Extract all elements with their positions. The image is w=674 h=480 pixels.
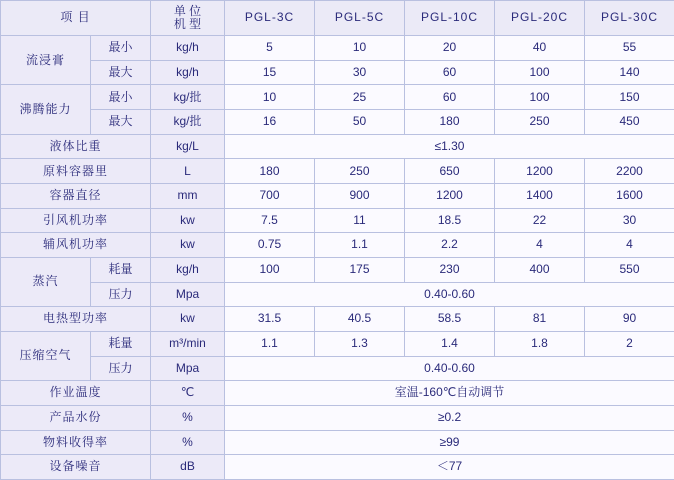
table-row	[1, 356, 674, 381]
row-unit: kw	[151, 307, 225, 332]
table-row	[1, 257, 674, 282]
table-row	[1, 109, 674, 134]
cell-value: 0.75	[225, 233, 315, 258]
table-row	[1, 233, 674, 258]
header-model-pgl-10c: PGL-10C	[405, 1, 495, 36]
header-model-pgl-30c: PGL-30C	[585, 1, 674, 36]
row-sub-max: 最大	[91, 60, 151, 85]
row-unit: %	[151, 430, 225, 455]
cell-value: 58.5	[405, 307, 495, 332]
cell-value: 900	[315, 183, 405, 208]
cell-value: 4	[585, 233, 674, 258]
cell-value: 450	[585, 109, 674, 134]
table-row	[1, 307, 674, 332]
header-model-pgl-5c: PGL-5C	[315, 1, 405, 36]
header-item: 项 目	[1, 1, 151, 36]
cell-value: 1.1	[315, 233, 405, 258]
row-sub-consumption: 耗量	[91, 331, 151, 356]
cell-value: 1200	[405, 183, 495, 208]
row-unit: kg/h	[151, 257, 225, 282]
row-label-yinfengjigonglv: 引风机功率	[1, 208, 151, 233]
cell-value: 230	[405, 257, 495, 282]
row-unit: m³/min	[151, 331, 225, 356]
cell-value: 90	[585, 307, 674, 332]
cell-value: 20	[405, 36, 495, 61]
row-unit: kg/h	[151, 60, 225, 85]
cell-value: 30	[585, 208, 674, 233]
row-label-zuoyewendu: 作业温度	[1, 381, 151, 406]
cell-value: 1.4	[405, 331, 495, 356]
cell-value: 1.1	[225, 331, 315, 356]
cell-value: 11	[315, 208, 405, 233]
cell-value: 100	[495, 85, 585, 110]
cell-value: 150	[585, 85, 674, 110]
row-label-wuliaoshoudelv: 物料收得率	[1, 430, 151, 455]
header-model-pgl-20c: PGL-20C	[495, 1, 585, 36]
row-label-dianrexinggonglv: 电热型功率	[1, 307, 151, 332]
cell-value: 5	[225, 36, 315, 61]
row-label-feitengnengli: 沸腾能力	[1, 85, 91, 134]
row-unit: Mpa	[151, 356, 225, 381]
table-header-row	[1, 1, 674, 36]
cell-value-merged: ≥0.2	[225, 405, 674, 430]
cell-value: 15	[225, 60, 315, 85]
row-label-zhengqi: 蒸汽	[1, 257, 91, 306]
cell-value: 1200	[495, 159, 585, 184]
table-row	[1, 331, 674, 356]
row-unit: kw	[151, 208, 225, 233]
row-unit: kg/批	[151, 109, 225, 134]
cell-value-merged: 0.40-0.60	[225, 282, 674, 307]
row-label-yuanliaorongqili: 原料容器里	[1, 159, 151, 184]
cell-value: 30	[315, 60, 405, 85]
header-model-pgl-3c: PGL-3C	[225, 1, 315, 36]
header-unit-label: 单 位	[173, 3, 202, 18]
row-sub-min: 最小	[91, 85, 151, 110]
cell-value: 2200	[585, 159, 674, 184]
cell-value: 2	[585, 331, 674, 356]
table-row	[1, 183, 674, 208]
row-unit: dB	[151, 455, 225, 480]
row-unit: L	[151, 159, 225, 184]
row-unit: %	[151, 405, 225, 430]
table-row	[1, 282, 674, 307]
row-label-rongqizhijing: 容器直径	[1, 183, 151, 208]
cell-value: 400	[495, 257, 585, 282]
cell-value: 31.5	[225, 307, 315, 332]
cell-value: 180	[225, 159, 315, 184]
header-model-label: 机 型	[173, 17, 202, 31]
cell-value: 4	[495, 233, 585, 258]
row-sub-pressure: 压力	[91, 356, 151, 381]
table-row	[1, 134, 674, 159]
header-unit-model	[151, 1, 225, 36]
row-unit: kg/批	[151, 85, 225, 110]
table-row	[1, 60, 674, 85]
cell-value-merged: 室温-160℃自动调节	[225, 381, 674, 406]
cell-value: 7.5	[225, 208, 315, 233]
row-label-shebeizaoyin: 设备噪音	[1, 455, 151, 480]
row-sub-max: 最大	[91, 109, 151, 134]
cell-value: 25	[315, 85, 405, 110]
cell-value: 1.3	[315, 331, 405, 356]
table-row	[1, 430, 674, 455]
row-sub-pressure: 压力	[91, 282, 151, 307]
cell-value-merged: ≤1.30	[225, 134, 674, 159]
row-unit: kg/L	[151, 134, 225, 159]
cell-value: 180	[405, 109, 495, 134]
cell-value: 40.5	[315, 307, 405, 332]
table-row	[1, 455, 674, 480]
cell-value: 10	[225, 85, 315, 110]
cell-value: 1400	[495, 183, 585, 208]
cell-value: 140	[585, 60, 674, 85]
cell-value: 250	[315, 159, 405, 184]
table-row	[1, 381, 674, 406]
cell-value: 50	[315, 109, 405, 134]
cell-value: 40	[495, 36, 585, 61]
table-row	[1, 159, 674, 184]
row-unit: ℃	[151, 381, 225, 406]
table-row	[1, 36, 674, 61]
cell-value: 55	[585, 36, 674, 61]
row-unit: mm	[151, 183, 225, 208]
cell-value: 10	[315, 36, 405, 61]
cell-value: 1.8	[495, 331, 585, 356]
row-unit: Mpa	[151, 282, 225, 307]
cell-value: 1600	[585, 183, 674, 208]
cell-value: 18.5	[405, 208, 495, 233]
row-label-fufengjigonglv: 辅风机功率	[1, 233, 151, 258]
table-row	[1, 208, 674, 233]
table-row	[1, 405, 674, 430]
cell-value: 60	[405, 85, 495, 110]
row-sub-min: 最小	[91, 36, 151, 61]
row-unit: kg/h	[151, 36, 225, 61]
table-row	[1, 85, 674, 110]
cell-value: 650	[405, 159, 495, 184]
cell-value: 100	[495, 60, 585, 85]
cell-value: 81	[495, 307, 585, 332]
cell-value: 100	[225, 257, 315, 282]
row-label-yasuokongqi: 压缩空气	[1, 331, 91, 380]
row-label-yetibizhong: 液体比重	[1, 134, 151, 159]
row-label-liujingao: 流浸膏	[1, 36, 91, 85]
cell-value: 2.2	[405, 233, 495, 258]
cell-value: 250	[495, 109, 585, 134]
row-unit: kw	[151, 233, 225, 258]
cell-value-merged: ≥99	[225, 430, 674, 455]
cell-value: 22	[495, 208, 585, 233]
row-label-chanpinshuifen: 产品水份	[1, 405, 151, 430]
row-sub-consumption: 耗量	[91, 257, 151, 282]
cell-value: 60	[405, 60, 495, 85]
cell-value: 700	[225, 183, 315, 208]
cell-value: 175	[315, 257, 405, 282]
cell-value: 16	[225, 109, 315, 134]
cell-value-merged: ＜77	[225, 455, 674, 480]
cell-value-merged: 0.40-0.60	[225, 356, 674, 381]
cell-value: 550	[585, 257, 674, 282]
